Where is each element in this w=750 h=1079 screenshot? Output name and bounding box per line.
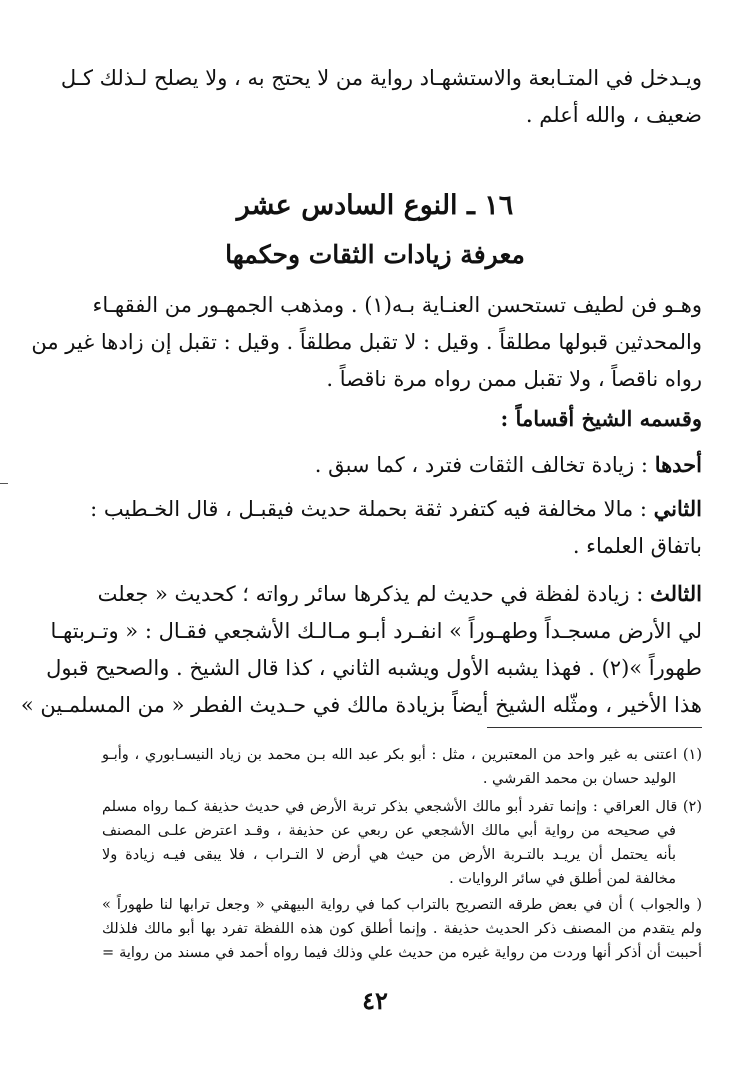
paragraph-line [102,446,702,484]
footnote-line: في صحيحه من رواية أبي مالك الأشجعي عن ربعي عن حذيفة ، وقـد اعترض علـى المصنف [102,823,676,839]
intro-paragraph [31,287,702,398]
paragraph-line: ويـدخل في المتـابعة والاستشهـاد رواية من لا يحتج به ، ولا يصلح لـذلك كـل [60,66,702,90]
footnote-line: بأنه يحتمل أن يريـد بالتـربة الأرض من حيث هي أرض لا التـراب ، فلا يبقى فيـه زيادة ولا [102,847,676,863]
paragraph-line: باتفاق العلماء . [572,534,702,558]
footnote-line: أحببت أن أذكر أنها وردت من رواية غيره من حديث علي وذلك فيما رواه أحمد في مسند من رواية = [102,945,702,961]
margin-mark [0,483,8,484]
paragraph-line: رواه ناقصاً ، ولا تقبل ممن رواه مرة ناقصاً . [326,367,702,391]
footnote-line: ( والجواب ) أن في بعض طرقه التصريح بالتراب كما في رواية البيهقي « وجعل ترابها لنا طهوراً » [102,897,702,913]
footnote-line: (١) اعتنى به غير واحد من المعتبرين ، مثل : أبو بكر عبد الله بـن محمد بن زياد النيسـابوري ، وأبـو [102,747,702,763]
paragraph-line: وهـو فن لطيف تستحسن العنـاية بـه(١) . ومذهب الجمهـور من الفقهـاء [92,293,702,317]
paragraph-line [97,575,702,613]
footnote-line: (٢) قال العراقي : وإنما تفرد أبو مالك الأشجعي بذكر تربة الأرض في حديث حذيفة كـما رواه مسلم [102,799,702,815]
footnote-line: ولم يتقدم من المصنف ذكر الحديث حذيفة . وإنما أطلق كون هذه اللفظة تفرد بها أبو مالك فلذلك [102,921,702,937]
type-text: : زيادة تخالف الثقات فترد ، كما سبق . [314,453,648,477]
footnote-line: الوليد حسان بن محمد القرشي . [482,771,676,787]
paragraph-line: طهوراً »(٢) . فهذا يشبه الأول ويشبه الثاني ، كذا قال الشيخ . والصحيح قبول [46,656,702,680]
type-label: الثاني [653,496,702,521]
type-text: : مالا مخالفة فيه كتفرد ثقة بحملة حديث فيقبـل ، قال الخـطيب : [90,497,647,521]
paragraph-line: هذا الأخير ، ومثّله الشيخ أيضاً بزيادة مالك في حـديث الفطر « من المسلمـين » [20,693,702,717]
division-paragraph [102,400,702,437]
paragraph-line: لي الأرض مسجـداً وطهـوراً » انفـرد أبـو مـالـك الأشجعي فقـال : « وتـربتهـا [50,619,702,643]
type-label: الثالث [650,581,702,606]
type-text: : زيادة لفظة في حديث لم يذكرها سائر رواته ؛ كحديث « جعلت [97,582,644,606]
chapter-subtitle: معرفة زيادات الثقات وحكمها [225,240,525,269]
paragraph-line [90,490,702,528]
paragraph-line: والمحدثين قبولها مطلقاً . وقيل : لا تقبل مطلقاً . وقيل : تقبل إن زادها غير من [31,330,702,354]
footnote-1 [102,743,702,791]
top-paragraph [60,60,702,134]
type-label: أحدها [654,452,702,477]
footnote-2 [102,795,702,965]
paragraph-line: وقسمه الشيخ أقساماً : [500,406,702,431]
first-type-paragraph [102,446,702,484]
paragraph-line: ضعيف ، والله أعلم . [525,103,702,127]
second-type-paragraph [90,490,702,565]
chapter-title: ١٦ ـ النوع السادس عشر [236,190,514,221]
page-number: ٤٢ [362,986,388,1015]
footnote-line: مخالفة لمن أطلق في سائر الروايات . [449,871,676,887]
third-type-paragraph [20,575,702,724]
footnote-separator [487,727,702,728]
